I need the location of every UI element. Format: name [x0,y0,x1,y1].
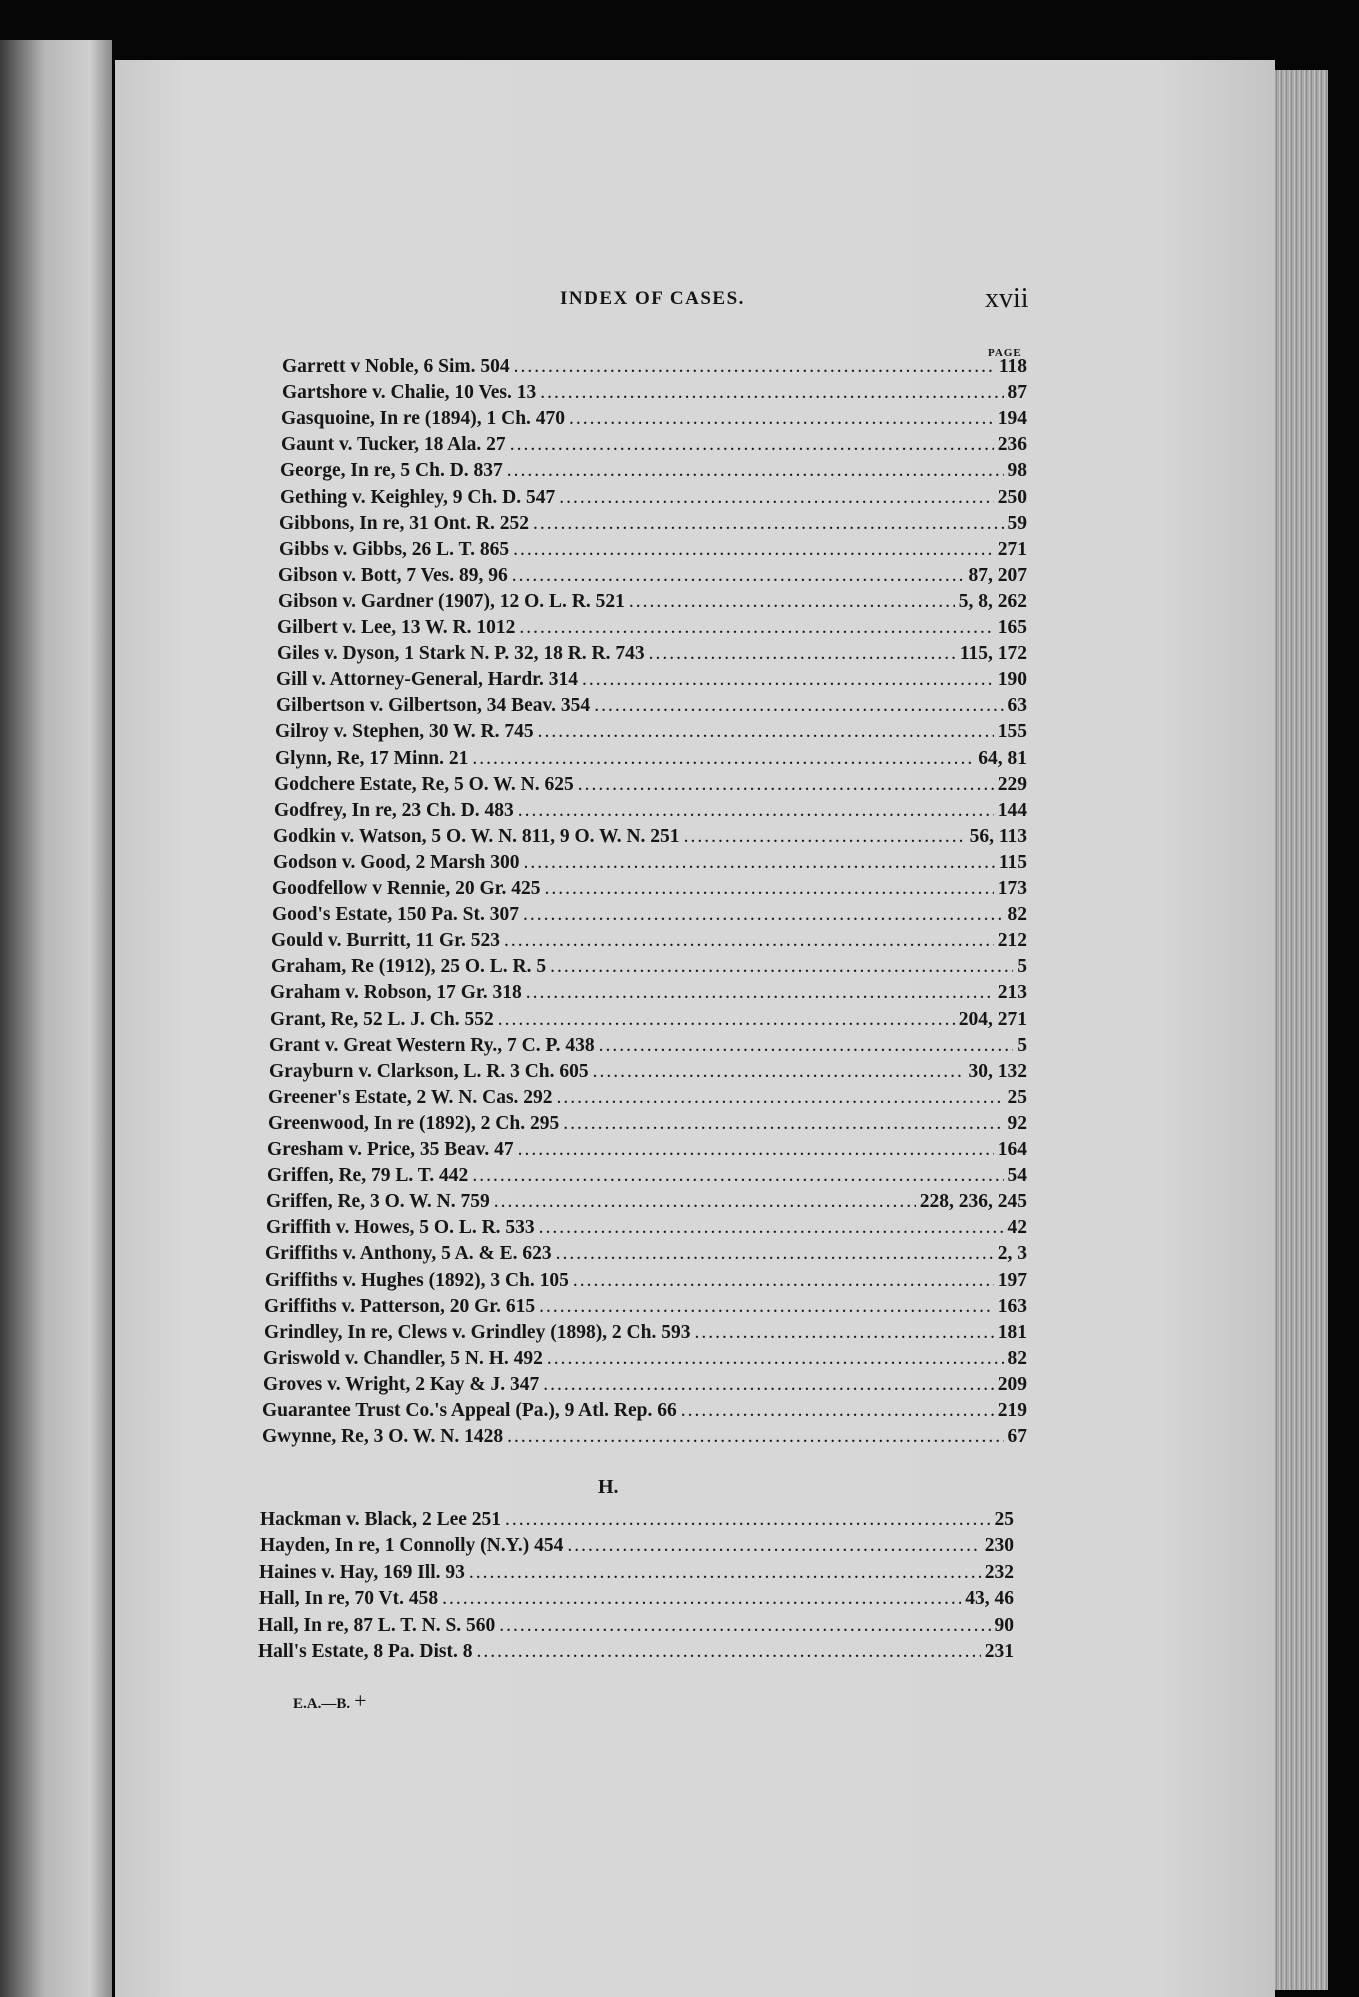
page-reference: 194 [997,408,1027,429]
index-entry [268,1112,1027,1136]
case-citation: Gilbert v. Lee, 13 W. R. 1012 [277,617,516,638]
index-entry [266,1190,1027,1214]
index-entry [278,564,1027,588]
page-reference: 82 [1007,904,1027,925]
dot-leader [550,955,1013,979]
case-citation: Gething v. Keighley, 9 Ch. D. 547 [280,487,556,508]
dot-leader [507,459,1004,483]
index-entry [262,1399,1027,1423]
case-citation: Godson v. Good, 2 Marsh 300 [273,852,520,873]
dot-leader [523,903,1003,927]
index-entry [265,1242,1027,1266]
case-citation: George, In re, 5 Ch. D. 837 [280,460,503,481]
case-citation: Griffith v. Howes, 5 O. L. R. 533 [266,1217,535,1238]
case-citation: Griffiths v. Hughes (1892), 3 Ch. 105 [265,1270,569,1291]
case-citation: Gartshore v. Chalie, 10 Ves. 13 [282,382,537,403]
index-entry [280,459,1027,483]
index-entry [266,1216,1027,1240]
page-reference: 181 [997,1322,1027,1343]
dot-leader [695,1321,994,1345]
index-entry [271,955,1027,979]
dot-leader [499,1614,990,1638]
page-reference: 190 [997,669,1027,690]
index-entry [264,1295,1027,1319]
index-entry [264,1321,1027,1345]
page-reference: 236 [997,434,1027,455]
case-citation: Gould v. Burritt, 11 Gr. 523 [271,930,500,951]
dot-leader [469,1561,981,1585]
page-reference: 63 [1007,695,1027,716]
case-citation: Grindley, In re, Clews v. Grindley (1898), 2 Ch. 593 [264,1322,691,1343]
case-citation: Greener's Estate, 2 W. N. Cas. 292 [268,1087,553,1108]
page-reference: 87, 207 [968,565,1027,586]
index-entry [270,1008,1027,1032]
page-reference: 87 [1007,382,1027,403]
index-entry [263,1373,1027,1397]
index-entry [272,877,1027,901]
case-citation: Gaunt v. Tucker, 18 Ala. 27 [281,434,506,455]
case-citation: Griffiths v. Anthony, 5 A. & E. 623 [265,1243,552,1264]
case-citation: Griffen, Re, 3 O. W. N. 759 [266,1191,490,1212]
dot-leader [518,799,994,823]
dot-leader [545,877,994,901]
page-reference: 228, 236, 245 [919,1191,1027,1212]
index-entry [259,1561,1014,1585]
index-entry [277,642,1027,666]
index-entry [278,590,1027,614]
dot-leader [540,381,1003,405]
case-citation: Good's Estate, 150 Pa. St. 307 [272,904,520,925]
page-reference: 98 [1007,460,1027,481]
index-entry [267,1164,1027,1188]
index-entry [282,355,1027,379]
dot-leader [505,1508,990,1532]
case-citation: Grant v. Great Western Ry., 7 C. P. 438 [269,1035,595,1056]
case-citation: Glynn, Re, 17 Minn. 21 [275,748,469,769]
case-citation: Gibbs v. Gibbs, 26 L. T. 865 [279,539,510,560]
case-citation: Griswold v. Chandler, 5 N. H. 492 [263,1348,543,1369]
index-entry [268,1086,1027,1110]
dot-leader [494,1190,916,1214]
page-reference: 165 [997,617,1027,638]
index-entry [263,1347,1027,1371]
dot-leader [582,668,994,692]
dot-leader [569,407,994,431]
case-citation: Graham v. Robson, 17 Gr. 318 [270,982,522,1003]
page-reference: 42 [1007,1217,1027,1238]
case-citation: Graham, Re (1912), 25 O. L. R. 5 [271,956,547,977]
page-reference: 115 [998,852,1027,873]
index-entry [277,616,1027,640]
case-citation: Griffen, Re, 79 L. T. 442 [267,1165,469,1186]
dot-leader [599,1034,1014,1058]
index-entry [269,1034,1027,1058]
index-entry [279,512,1027,536]
index-entry [281,433,1027,457]
dot-leader [512,564,965,588]
index-entry [274,799,1027,823]
dot-leader [472,747,974,771]
dot-leader [538,720,994,744]
page-reference: 115, 172 [959,643,1027,664]
case-citation: Godchere Estate, Re, 5 O. W. N. 625 [274,774,574,795]
running-head: INDEX OF CASES. [560,288,745,309]
dot-leader [629,590,955,614]
case-citation: Griffiths v. Patterson, 20 Gr. 615 [264,1296,536,1317]
dot-leader [539,1216,1004,1240]
case-citation: Gill v. Attorney-General, Hardr. 314 [276,669,579,690]
case-citation: Hayden, In re, 1 Connolly (N.Y.) 454 [260,1535,564,1556]
page-reference: 118 [998,356,1027,377]
dot-leader [684,825,966,849]
index-entry [275,747,1027,771]
dot-leader [504,929,994,953]
dot-leader [518,1138,994,1162]
index-entry [276,694,1027,718]
page-stack-edges [1268,70,1328,1990]
case-citation: Grant, Re, 52 L. J. Ch. 552 [270,1009,494,1030]
case-citation: Hall's Estate, 8 Pa. Dist. 8 [258,1641,473,1662]
page-column-label: PAGE [988,347,1022,359]
section-heading: H. [598,1476,619,1498]
page-reference: 5 [1017,1035,1027,1056]
index-entry [265,1269,1027,1293]
dot-leader [524,851,995,875]
case-citation: Godfrey, In re, 23 Ch. D. 483 [274,800,514,821]
page-reference: 163 [997,1296,1027,1317]
case-citation: Hall, In re, 70 Vt. 458 [259,1588,439,1609]
index-entry [258,1614,1014,1638]
page-reference: 212 [997,930,1027,951]
page-reference: 164 [997,1139,1027,1160]
index-entry [281,407,1027,431]
dot-leader [510,433,994,457]
dot-leader [514,355,995,379]
page-reference: 155 [997,721,1027,742]
case-citation: Gilbertson v. Gilbertson, 34 Beav. 354 [276,695,591,716]
page-reference: 25 [1007,1087,1027,1108]
index-entry [259,1587,1014,1611]
case-citation: Guarantee Trust Co.'s Appeal (Pa.), 9 Atl. Rep. 66 [262,1400,677,1421]
dot-leader [507,1425,1003,1449]
case-citation: Gibson v. Gardner (1907), 12 O. L. R. 521 [278,591,625,612]
dot-leader [557,1086,1004,1110]
index-entry [270,981,1027,1005]
case-citation: Gilroy v. Stephen, 30 W. R. 745 [275,721,534,742]
index-entry [275,720,1027,744]
page-reference: 43, 46 [965,1588,1014,1609]
dot-leader [533,512,1004,536]
index-entry [276,668,1027,692]
dot-leader [681,1399,994,1423]
case-citation: Grayburn v. Clarkson, L. R. 3 Ch. 605 [269,1061,589,1082]
dot-leader [519,616,993,640]
index-entry [267,1138,1027,1162]
page-reference: 25 [994,1509,1014,1530]
case-citation: Gasquoine, In re (1894), 1 Ch. 470 [281,408,566,429]
dot-leader [559,486,994,510]
printer-signature-mark [293,1688,367,1714]
dot-leader [442,1587,961,1611]
index-entry [258,1640,1014,1664]
page-reference: 90 [994,1615,1014,1636]
page-reference: 82 [1007,1348,1027,1369]
case-citation: Gwynne, Re, 3 O. W. N. 1428 [262,1426,504,1447]
index-entry [273,851,1027,875]
index-entry [274,773,1027,797]
case-citation: Haines v. Hay, 169 Ill. 93 [259,1562,465,1583]
dot-leader [567,1534,980,1558]
page-reference: 197 [997,1270,1027,1291]
signature-text: E.A.—B. [293,1696,351,1712]
index-entry [273,825,1027,849]
page-reference: 92 [1007,1113,1027,1134]
page-reference: 232 [984,1562,1014,1583]
dot-leader [649,642,956,666]
page-reference: 144 [997,800,1027,821]
index-entry [272,903,1027,927]
page-reference: 204, 271 [958,1009,1027,1030]
previous-page-edge [0,40,112,1997]
case-citation: Goodfellow v Rennie, 20 Gr. 425 [272,878,541,899]
case-citation: Giles v. Dyson, 1 Stark N. P. 32, 18 R. R. 743 [277,643,645,664]
case-citation: Hall, In re, 87 L. T. N. S. 560 [258,1615,496,1636]
dot-leader [547,1347,1004,1371]
dot-leader [526,981,994,1005]
dot-leader [513,538,994,562]
page-number: xvii [985,283,1029,314]
case-citation: Gibson v. Bott, 7 Ves. 89, 96 [278,565,508,586]
dot-leader [594,694,1003,718]
page-reference: 5 [1017,956,1027,977]
page-reference: 30, 132 [968,1061,1027,1082]
page-reference: 56, 113 [969,826,1027,847]
case-citation: Hackman v. Black, 2 Lee 251 [260,1509,502,1530]
page-reference: 231 [984,1641,1014,1662]
case-citation: Greenwood, In re (1892), 2 Ch. 295 [268,1113,560,1134]
signature-symbol: + [354,1688,367,1713]
index-entry [260,1534,1014,1558]
page-reference: 5, 8, 262 [958,591,1027,612]
case-citation: Godkin v. Watson, 5 O. W. N. 811, 9 O. W. N. 251 [273,826,680,847]
dot-leader [543,1373,993,1397]
index-entry [262,1425,1027,1449]
index-entry [282,381,1027,405]
page-reference: 64, 81 [978,748,1027,769]
case-citation: Garrett v Noble, 6 Sim. 504 [282,356,510,377]
dot-leader [593,1060,965,1084]
page-reference: 229 [997,774,1027,795]
dot-leader [556,1242,994,1266]
dot-leader [539,1295,994,1319]
dot-leader [498,1008,955,1032]
dot-leader [573,1269,994,1293]
page-reference: 54 [1007,1165,1027,1186]
page-reference: 271 [997,539,1027,560]
page-reference: 59 [1007,513,1027,534]
index-entry [269,1060,1027,1084]
dot-leader [578,773,994,797]
page-reference: 250 [997,487,1027,508]
dot-leader [472,1164,1003,1188]
page-reference: 230 [984,1535,1014,1556]
page-reference: 67 [1007,1426,1027,1447]
dot-leader [477,1640,981,1664]
page-reference: 2, 3 [997,1243,1027,1264]
index-entry [280,486,1027,510]
page-reference: 219 [997,1400,1027,1421]
dot-leader [563,1112,1003,1136]
index-entry [279,538,1027,562]
page-reference: 213 [997,982,1027,1003]
page-reference: 173 [997,878,1027,899]
index-entry [271,929,1027,953]
index-entry [260,1508,1014,1532]
page-reference: 209 [997,1374,1027,1395]
case-citation: Groves v. Wright, 2 Kay & J. 347 [263,1374,540,1395]
case-citation: Gibbons, In re, 31 Ont. R. 252 [279,513,529,534]
case-citation: Gresham v. Price, 35 Beav. 47 [267,1139,514,1160]
